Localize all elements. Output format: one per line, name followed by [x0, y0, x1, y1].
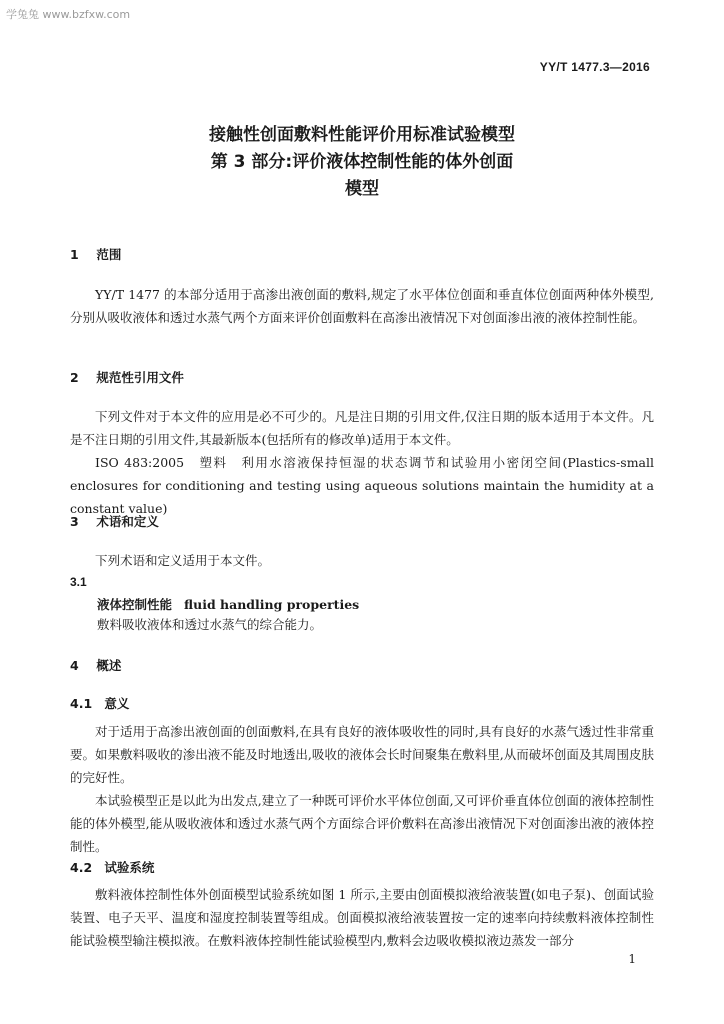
section-title: 意义	[104, 696, 130, 711]
term-chinese: 液体控制性能	[97, 597, 173, 612]
title-line-3: 模型	[345, 179, 379, 199]
section-2-paragraph-1: 下列文件对于本文件的应用是必不可少的。凡是注日期的引用文件,仅注日期的版本适用于本文件。凡是不注日期的引用文件,其最新版本(包括所有的修改单)适用于本文件。	[70, 409, 654, 447]
section-number: 1	[70, 247, 79, 262]
section-number: 3	[70, 514, 79, 529]
section-title: 概述	[96, 658, 122, 673]
section-title: 规范性引用文件	[96, 370, 184, 385]
page-number: 1	[628, 952, 636, 966]
section-number: 4.2	[70, 860, 93, 875]
section-4-2-paragraph: 敷料液体控制性体外创面模型试验系统如图 1 所示,主要由创面模拟液给液装置(如电子泵)、创面试验装置、电子天平、温度和湿度控制装置等组成。创面模拟液给液装置按一定的速率向持续敷料液体控制性能试验模型输注模拟液。在敷料液体控制性能试验模型内,敷料会边吸收模拟液边蒸发一部分	[70, 887, 654, 948]
watermark-text: 学兔兔 www.bzfxw.com	[6, 8, 131, 21]
section-4-heading	[70, 656, 121, 674]
title-line-2: 第 3 部分:评价液体控制性能的体外创面	[210, 152, 514, 172]
section-title: 术语和定义	[96, 514, 159, 529]
standard-number: YY/T 1477.3—2016	[539, 60, 650, 74]
section-2-paragraph-2: ISO 483:2005 塑料 利用水溶液保持恒湿的状态调节和试验用小密闭空间(Plastics-small enclosures for conditioning and testing using aqueous solutions maintain the humidity at a constant value)	[70, 455, 654, 516]
title-line-1: 接触性创面敷料性能评价用标准试验模型	[209, 125, 515, 145]
section-2-heading	[70, 368, 184, 386]
section-4-1-paragraph-2: 本试验模型正是以此为出发点,建立了一种既可评价水平体位创面,又可评价垂直体位创面的液体控制性能的体外模型,能从吸收液体和透过水蒸气两个方面综合评价敷料在高渗出液情况下对创面渗出液的液体控制性。	[70, 793, 654, 854]
section-4-1-paragraph-1: 对于适用于高渗出液创面的创面敷料,在具有良好的液体吸收性的同时,具有良好的水蒸气透过性非常重要。如果敷料吸收的渗出液不能及时地透出,吸收的液体会长时间聚集在敷料里,从而破坏创面及其周围皮肤的完好性。	[70, 724, 654, 785]
term-number: 3.1	[70, 575, 87, 589]
section-title: 试验系统	[104, 860, 155, 875]
section-number: 4	[70, 658, 79, 673]
term-english: fluid handling properties	[184, 597, 360, 612]
section-4-1-heading	[70, 694, 129, 712]
section-3-paragraph: 下列术语和定义适用于本文件。	[95, 553, 271, 568]
section-4-2-heading	[70, 858, 154, 876]
section-1-heading	[70, 245, 121, 263]
document-title	[0, 122, 724, 203]
section-1-paragraph: YY/T 1477 的本部分适用于高渗出液创面的敷料,规定了水平体位创面和垂直体位创面两种体外模型,分别从吸收液体和透过水蒸气两个方面来评价创面敷料在高渗出液情况下对创面渗出液的液体控制性能。	[70, 287, 654, 325]
term-definition: 敷料吸收液体和透过水蒸气的综合能力。	[97, 617, 323, 632]
section-title: 范围	[96, 247, 122, 262]
term-entry	[97, 595, 359, 613]
section-number: 2	[70, 370, 79, 385]
section-3-heading	[70, 512, 159, 530]
section-number: 4.1	[70, 696, 93, 711]
